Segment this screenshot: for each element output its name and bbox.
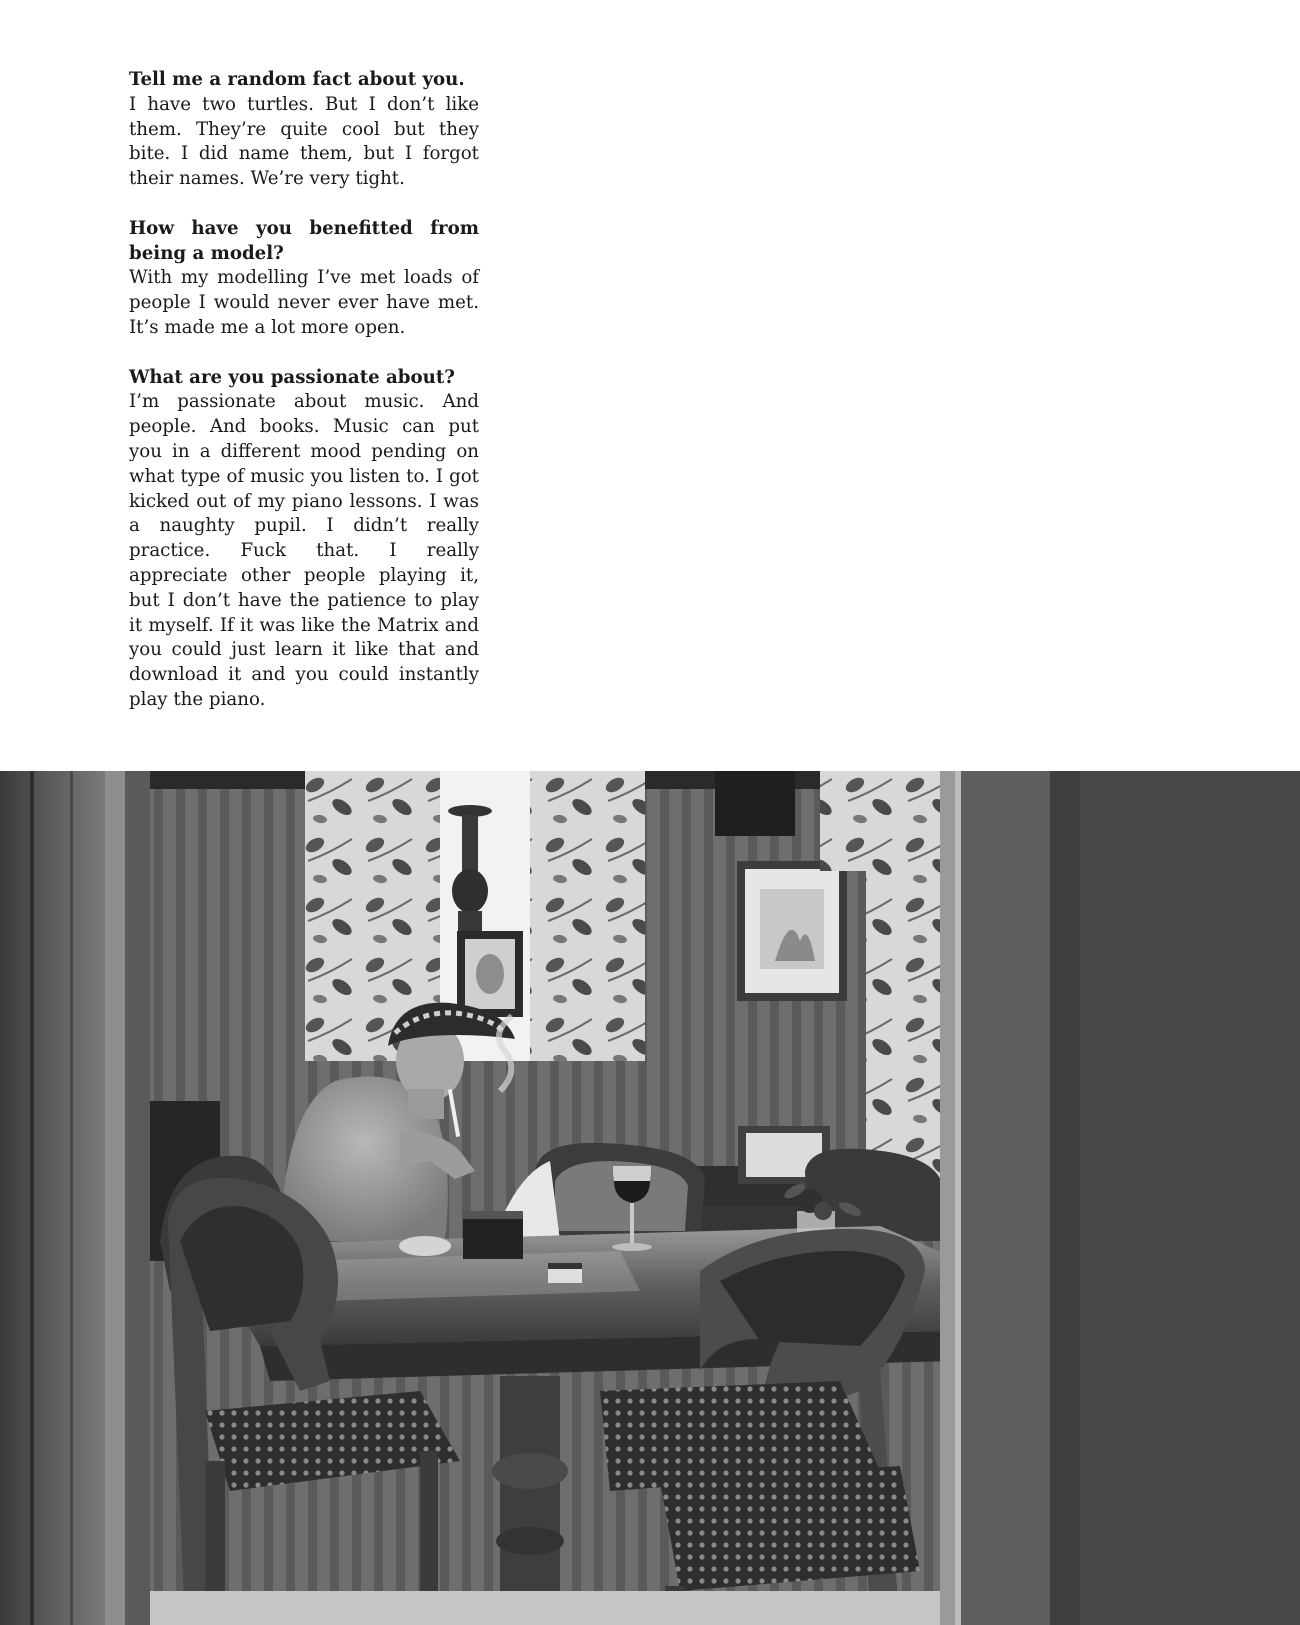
answer-text: I have two turtles. But I don’t like them. They’re quite cool but they bite. I did name them, but I forgot their names. We’re very tight. <box>129 93 479 190</box>
interview-column <box>129 68 479 713</box>
qa-block <box>129 217 479 341</box>
qa-block <box>129 68 479 192</box>
answer-text: I’m passionate about music. And people. And books. Music can put you in a different mood pending on what type of music you listen to. I got kicked out of my piano lessons. I was a naughty pupil. I didn’t really practice. Fuck that. I really appreciate other people playing it, but I don’t have the patience to play it myself. If it was like the Matrix and you could just learn it like that and download it and you could instantly play the piano. <box>129 391 479 710</box>
question-text: What are you passionate about? <box>129 366 455 388</box>
dining-room-photo <box>0 771 1300 1625</box>
qa-block <box>129 366 479 713</box>
question-text: Tell me a random fact about you. <box>129 69 465 90</box>
question-text: How have you benefitted from being a model? <box>129 217 479 264</box>
answer-text: With my modelling I’ve met loads of people I would never ever have met. It’s made me a lot more open. <box>129 267 479 338</box>
